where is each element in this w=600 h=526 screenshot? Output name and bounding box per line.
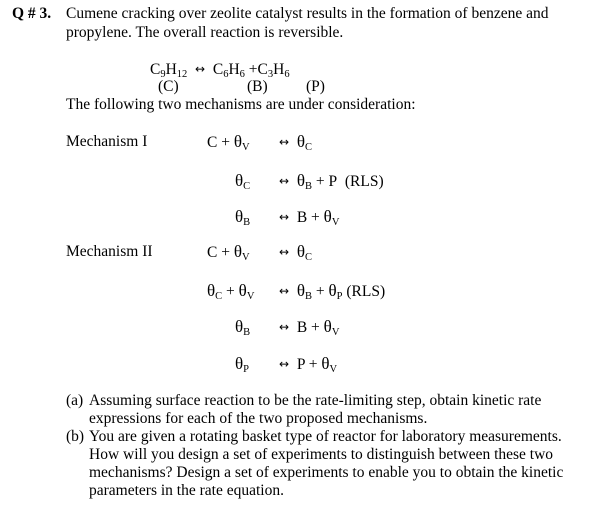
mech2-step1-lhs: $C + \theta_V$ (207, 242, 250, 263)
part-b-label: (b) (66, 428, 85, 445)
mech1-step3-lhs: $\theta_B$ (235, 207, 251, 228)
part-b-text: You are given a rotating basket type of reactor for laboratory measurements. How will you design a set of experiments to distinguish between these two mechanisms? Design a set of experiments to enable you to obtain the kinetic parameters in the rate equation. (89, 428, 564, 499)
mech2-step4-rhs: ↔ $P + \theta_V$ (279, 354, 338, 375)
plus-sign: + (248, 61, 258, 78)
question-intro-line-2: propylene. The overall reaction is reversible. (66, 24, 344, 41)
cumene-formula: $C_9H_{12}$ (150, 61, 188, 80)
reversible-arrow-icon: ↔ (279, 320, 290, 334)
rls-tag: (RLS) (344, 173, 384, 190)
label-propylene: (P) (306, 78, 325, 95)
mech1-step1-rhs: ↔ $\theta_C$ (279, 132, 312, 153)
mech2-step3-rhs: ↔ $B + \theta_V$ (279, 317, 340, 338)
mech2-step3-lhs: $\theta_B$ (235, 317, 251, 338)
mech2-step2-rhs: ↔ $\theta_B + \theta_P$ (RLS) (279, 281, 386, 302)
mech2-step2-lhs: $\theta_C + \theta_V$ (207, 281, 255, 302)
part-a (66, 392, 586, 428)
reversible-arrow-icon: ↔ (279, 210, 290, 224)
mech1-step2-lhs: $\theta_C$ (235, 171, 251, 192)
reversible-arrow-icon: ↔ (279, 284, 290, 298)
question-intro-line-1: Cumene cracking over zeolite catalyst results in the formation of benzene and (66, 5, 549, 22)
mech1-step3-rhs: ↔ $B + \theta_V$ (279, 207, 340, 228)
part-a-label: (a) (66, 392, 84, 409)
mechanism-2-label: Mechanism II (66, 243, 153, 260)
mech1-step2-rhs: ↔ $\theta_B + P$ (RLS) (279, 171, 384, 192)
reversible-arrow-icon: ↔ (279, 245, 290, 259)
rls-tag: (RLS) (346, 283, 386, 300)
mech1-step1-lhs: $C + \theta_V$ (207, 132, 250, 153)
label-benzene: (B) (247, 78, 268, 95)
benzene-formula: $C_6H_6$ (212, 61, 245, 80)
reversible-arrow-icon: ↔ (279, 135, 290, 149)
question-number: Q # 3. (12, 5, 52, 22)
mechanisms-intro: The following two mechanisms are under consideration: (66, 96, 416, 113)
mechanism-1-label: Mechanism I (66, 133, 148, 150)
label-cumene: (C) (158, 78, 179, 95)
mech2-step1-rhs: ↔ $\theta_C$ (279, 242, 312, 263)
mech2-step4-lhs: $\theta_P$ (235, 354, 249, 375)
overall-reaction (150, 61, 290, 80)
reversible-arrow-icon: ↔ (279, 174, 290, 188)
reversible-arrow-icon: ↔ (279, 357, 290, 371)
part-b (66, 428, 586, 500)
propylene-formula: $C_3H_6$ (257, 61, 290, 80)
reversible-arrow-icon: ↔ (195, 62, 206, 76)
part-a-text: Assuming surface reaction to be the rate-limiting step, obtain kinetic rate expressions for each of the two proposed mechanisms. (89, 392, 542, 427)
